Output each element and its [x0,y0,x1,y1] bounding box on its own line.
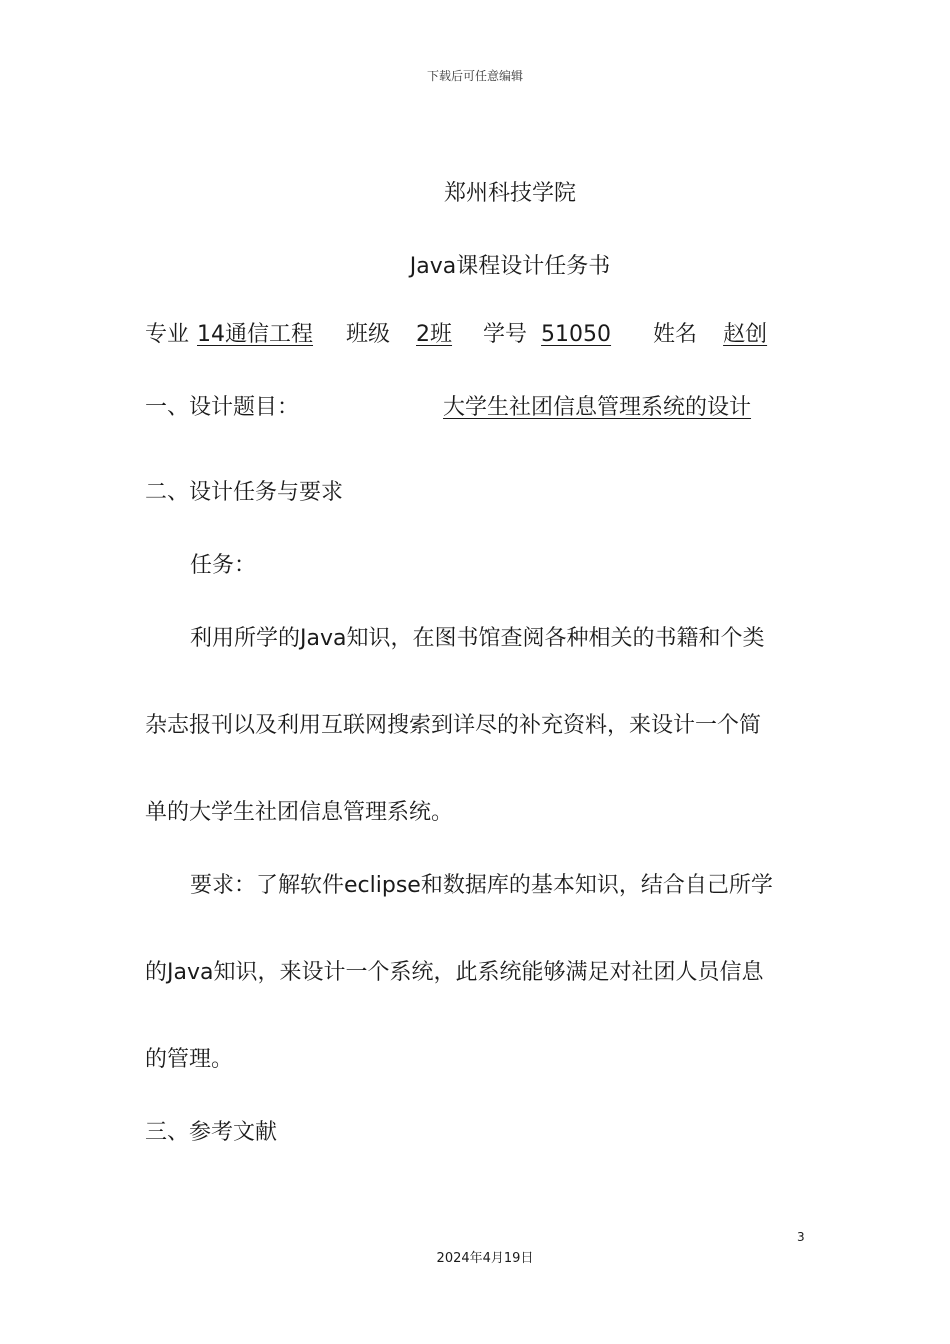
requirement-paragraph-line: 的Java知识，来设计一个系统，此系统能够满足对社团人员信息 [145,960,764,985]
school-name: 郑州科技学院 [443,181,576,206]
student-info-line [145,322,767,348]
document-title: Java课程设计任务书 [409,254,611,279]
task-label: 任务： [190,553,257,578]
name-value: 赵创 [723,322,768,347]
name-value-field [697,322,767,347]
requirement-paragraph-line: 的管理。 [145,1047,234,1072]
id-label: 学号 [483,322,528,347]
design-topic-label: 一、设计题目： [145,395,300,420]
section-2-heading: 二、设计任务与要求 [145,480,344,505]
class-label: 班级 [346,322,391,347]
major-value-field [189,322,339,347]
design-topic-value: 大学生社团信息管理系统的设计 [443,395,752,420]
id-value: 51050 [541,322,612,347]
id-value-field [527,322,641,347]
section-3-heading: 三、参考文献 [145,1120,278,1145]
class-value: 2班 [416,322,453,347]
requirement-paragraph-line: 要求：了解软件eclipse和数据库的基本知识，结合自己所学 [190,873,773,898]
name-label: 姓名 [653,322,698,347]
header-note: 下载后可任意编辑 [426,69,523,83]
task-paragraph-line: 利用所学的Java知识，在图书馆查阅各种相关的书籍和个类 [190,626,765,651]
footer-date: 2024年4月19日 [436,1251,534,1266]
class-value-field [390,322,476,347]
major-label: 专业 [145,322,190,347]
design-topic-field [303,395,751,420]
task-paragraph-line: 单的大学生社团信息管理系统。 [145,800,454,825]
design-topic-line [145,395,751,421]
major-value: 14通信工程 [197,322,314,347]
page-number: 3 [797,1230,805,1244]
task-paragraph-line: 杂志报刊以及利用互联网搜索到详尽的补充资料，来设计一个简 [145,713,762,738]
